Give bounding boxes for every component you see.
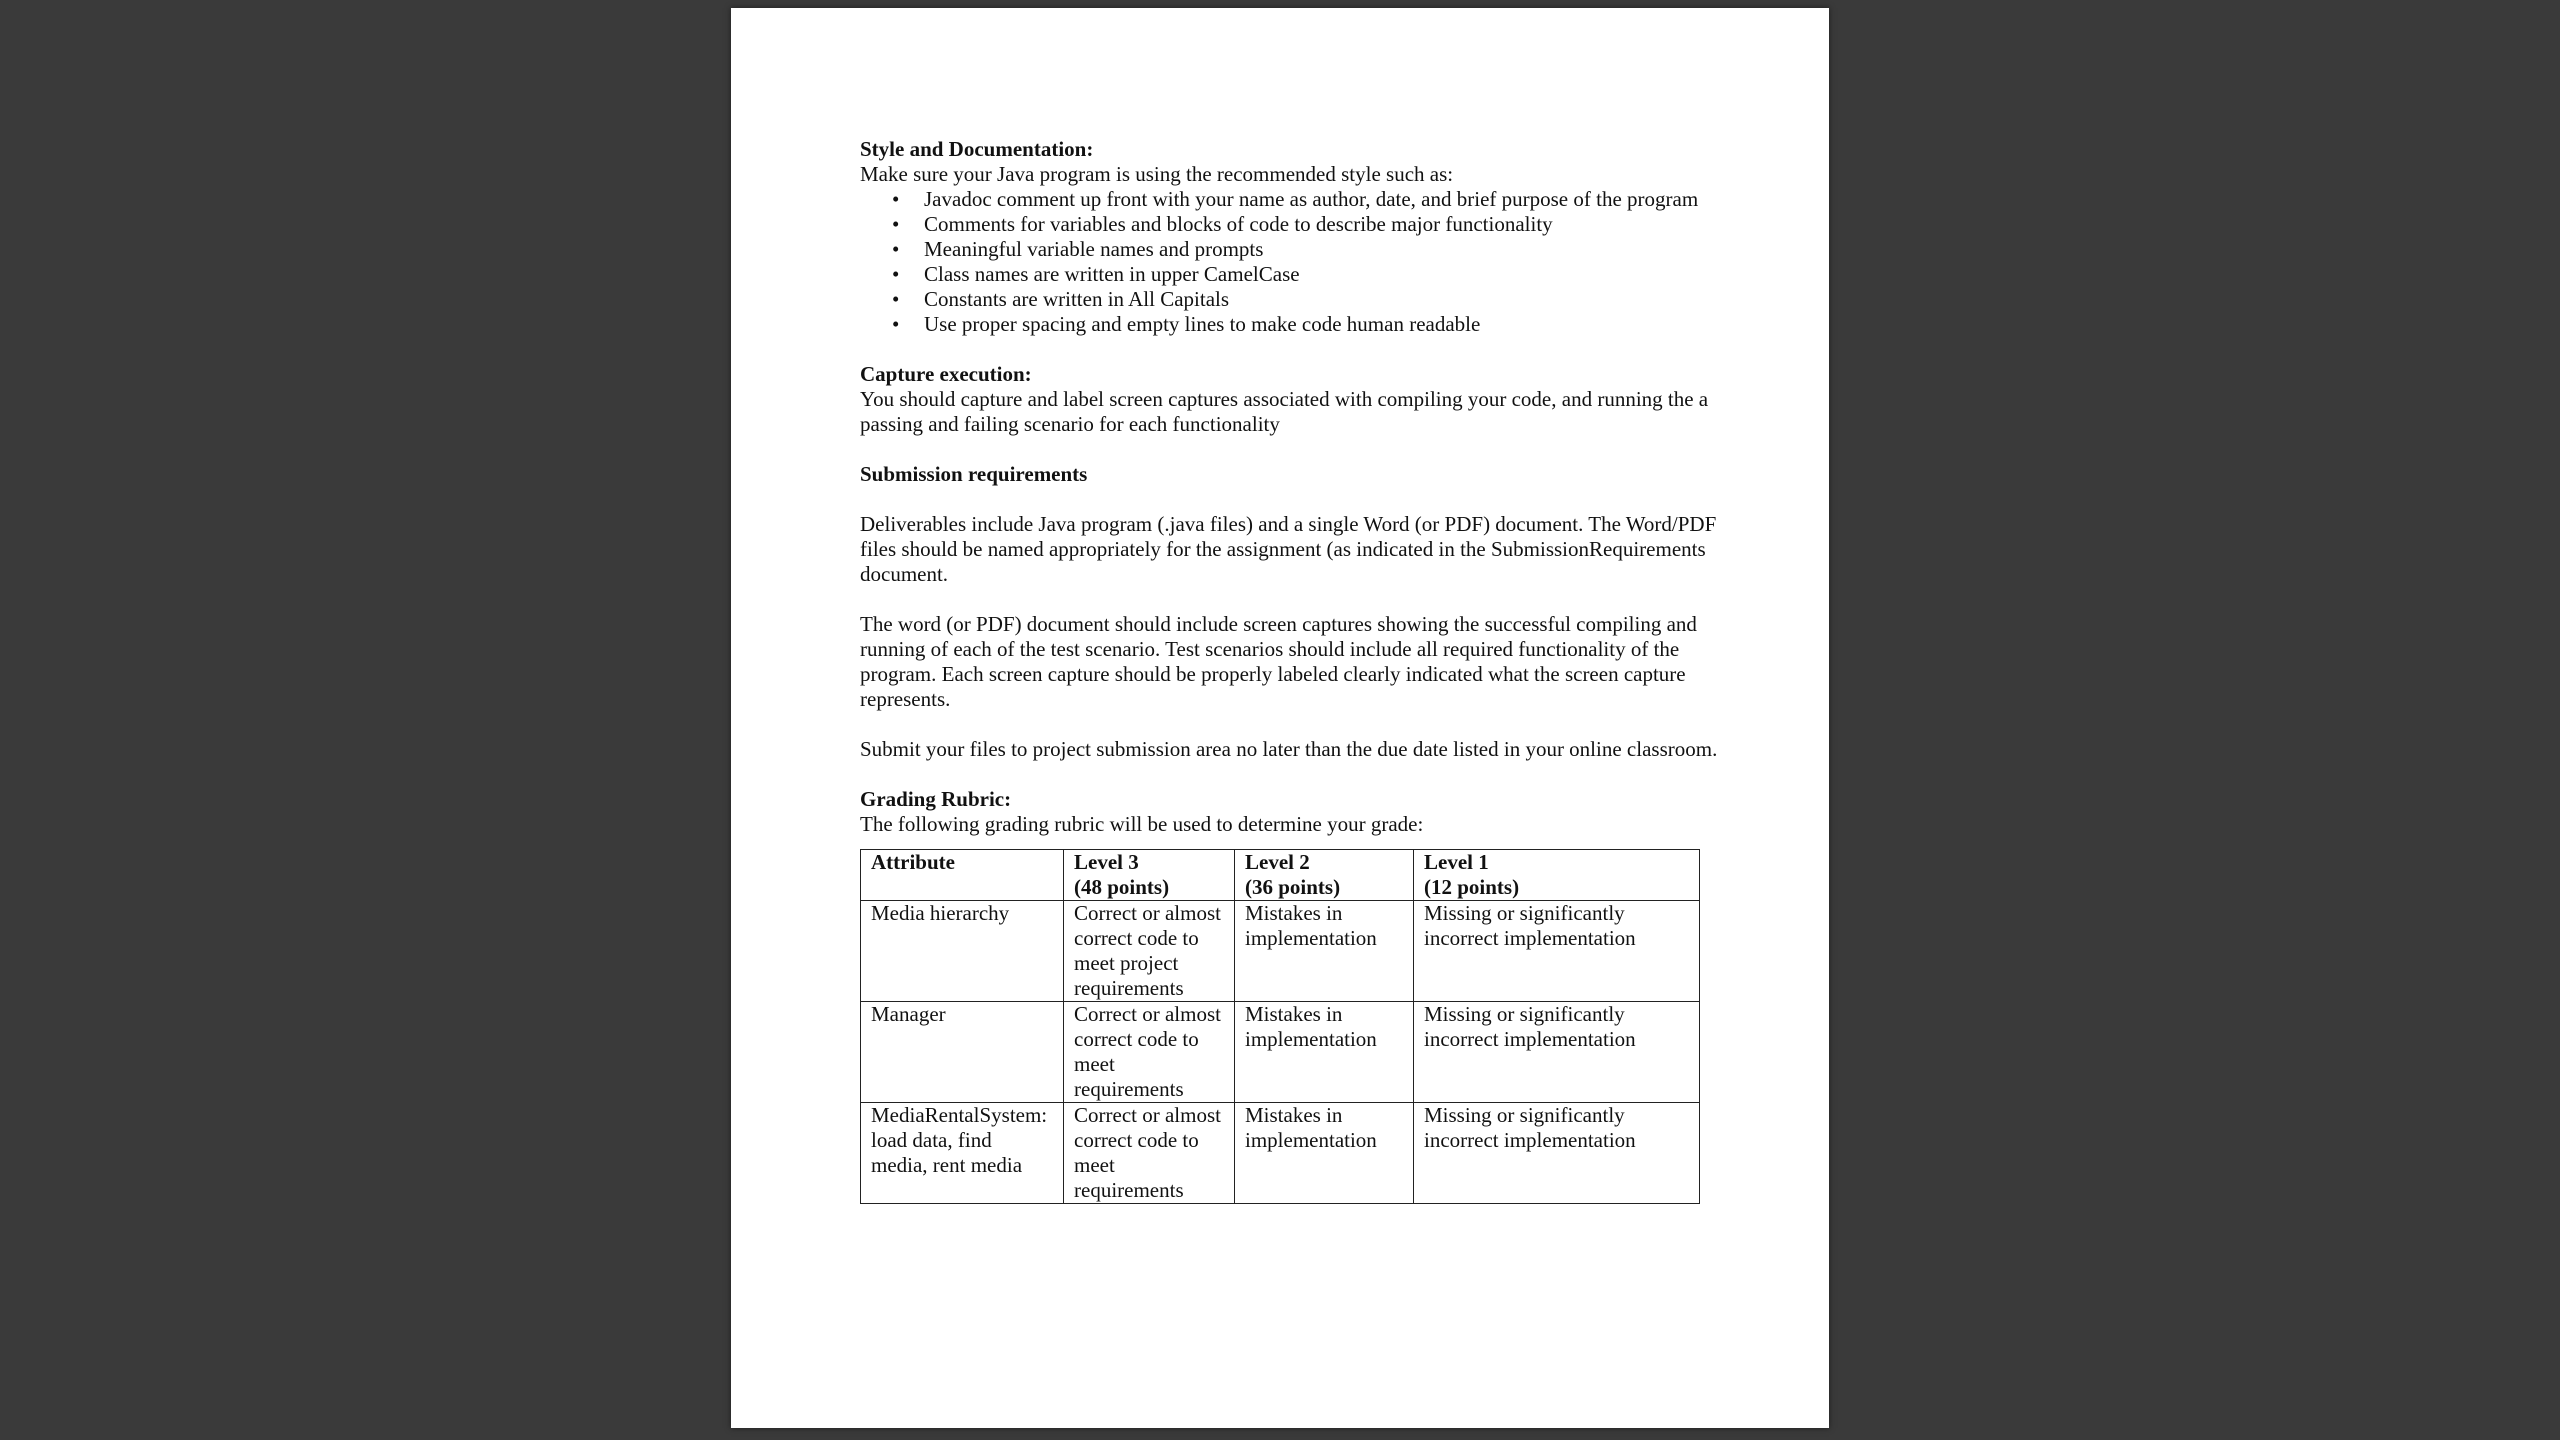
table-header-row — [861, 850, 1700, 901]
submission-paragraph-3: Submit your files to project submission area no later than the due date listed in your online classroom. — [860, 737, 1718, 761]
style-bullet-list — [860, 187, 1720, 337]
header-level-3: Level 3 (48 points) — [1064, 850, 1235, 901]
table-cell: Mistakes in implementation — [1235, 1103, 1414, 1204]
header-level-1: Level 1 (12 points) — [1414, 850, 1700, 901]
grading-intro: The following grading rubric will be used to determine your grade: — [860, 812, 1424, 836]
table-row — [861, 1103, 1700, 1204]
style-intro: Make sure your Java program is using the recommended style such as: — [860, 162, 1454, 186]
table-row — [861, 901, 1700, 1002]
header-attribute: Attribute — [861, 850, 1064, 901]
capture-heading: Capture execution: — [860, 362, 1032, 386]
table-cell: Correct or almost correct code to meet requirements — [1064, 1002, 1235, 1103]
table-cell: Missing or significantly incorrect implementation — [1414, 901, 1700, 1002]
table-cell: Media hierarchy — [861, 901, 1064, 1002]
table-cell: Correct or almost correct code to meet requirements — [1064, 1103, 1235, 1204]
table-cell: Manager — [861, 1002, 1064, 1103]
header-level-2: Level 2 (36 points) — [1235, 850, 1414, 901]
grading-heading: Grading Rubric: — [860, 787, 1012, 811]
style-heading: Style and Documentation: — [860, 137, 1094, 161]
table-cell: Mistakes in implementation — [1235, 901, 1414, 1002]
submission-paragraph-2: The word (or PDF) document should include screen captures showing the successful compiling and running of each of the test scenario. Test scenarios should include all required functionality of the program. Each screen capture should be properly labeled clearly indicated what the screen capture represents. — [860, 612, 1697, 711]
table-row — [861, 1002, 1700, 1103]
list-item: • Javadoc comment up front with your name as author, date, and brief purpose of the program — [924, 187, 1720, 212]
table-cell: Correct or almost correct code to meet project requirements — [1064, 901, 1235, 1002]
table-cell: Missing or significantly incorrect implementation — [1414, 1002, 1700, 1103]
table-cell: MediaRentalSystem: load data, find media, rent media — [861, 1103, 1064, 1204]
list-item: • Comments for variables and blocks of code to describe major functionality — [924, 212, 1720, 237]
submission-paragraph-1: Deliverables include Java program (.java files) and a single Word (or PDF) document. The Word/PDF files should be named appropriately for the assignment (as indicated in the SubmissionRequirements document. — [860, 512, 1717, 586]
list-item: • Use proper spacing and empty lines to make code human readable — [924, 312, 1720, 337]
capture-text: You should capture and label screen captures associated with compiling your code, and running the a passing and failing scenario for each functionality — [860, 387, 1709, 436]
document-page — [731, 8, 1829, 1428]
table-cell: Missing or significantly incorrect implementation — [1414, 1103, 1700, 1204]
list-item: • Meaningful variable names and prompts — [924, 237, 1720, 262]
document-content — [860, 137, 1720, 1204]
submission-heading: Submission requirements — [860, 462, 1088, 486]
table-cell: Mistakes in implementation — [1235, 1002, 1414, 1103]
grading-rubric-table — [860, 849, 1700, 1204]
list-item: • Class names are written in upper CamelCase — [924, 262, 1720, 287]
list-item: • Constants are written in All Capitals — [924, 287, 1720, 312]
